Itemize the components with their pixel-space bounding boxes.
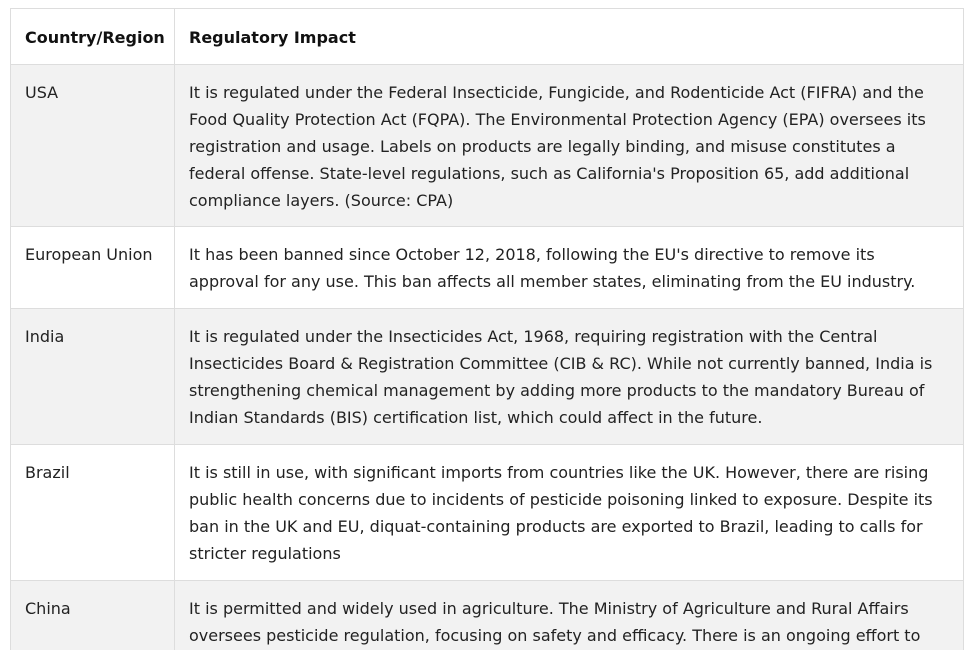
table-row [11, 445, 964, 581]
impact-cell: It is regulated under the Insecticides Act, 1968, requiring registration with the Central Insecticides Board & Registration Committee (CIB & RC). While not currently banned, India is strengthening chemical management by adding more products to the mandatory Bureau of Indian Standards (BIS) certification list, which could affect in the future. [175, 309, 964, 445]
impact-cell: It is still in use, with significant imports from countries like the UK. However, there are rising public health concerns due to incidents of pesticide poisoning linked to exposure. Despite its ban in the UK and EU, diquat-containing products are exported to Brazil, leading to calls for stricter regulations [175, 445, 964, 581]
impact-cell: It has been banned since October 12, 2018, following the EU's directive to remove its approval for any use. This ban affects all member states, eliminating from the EU industry. [175, 227, 964, 309]
table-header-row [11, 9, 964, 65]
region-cell: European Union [11, 227, 175, 309]
table-row [11, 227, 964, 309]
table-row [11, 65, 964, 227]
region-cell: China [11, 581, 175, 650]
table-row [11, 581, 964, 650]
regulatory-impact-table [10, 8, 964, 650]
region-cell: Brazil [11, 445, 175, 581]
impact-cell: It is permitted and widely used in agriculture. The Ministry of Agriculture and Rural Affairs oversees pesticide regulation, focusing on safety and efficacy. There is an ongoing effort to [175, 581, 964, 650]
table-row [11, 309, 964, 445]
impact-cell: It is regulated under the Federal Insecticide, Fungicide, and Rodenticide Act (FIFRA) and the Food Quality Protection Act (FQPA). The Environmental Protection Agency (EPA) oversees its registration and usage. Labels on products are legally binding, and misuse constitutes a federal offense. State-level regulations, such as California's Proposition 65, add additional compliance layers. (Source: CPA) [175, 65, 964, 227]
column-header-regulatory-impact: Regulatory Impact [175, 9, 964, 65]
column-header-country-region: Country/Region [11, 9, 175, 65]
region-cell: India [11, 309, 175, 445]
region-cell: USA [11, 65, 175, 227]
